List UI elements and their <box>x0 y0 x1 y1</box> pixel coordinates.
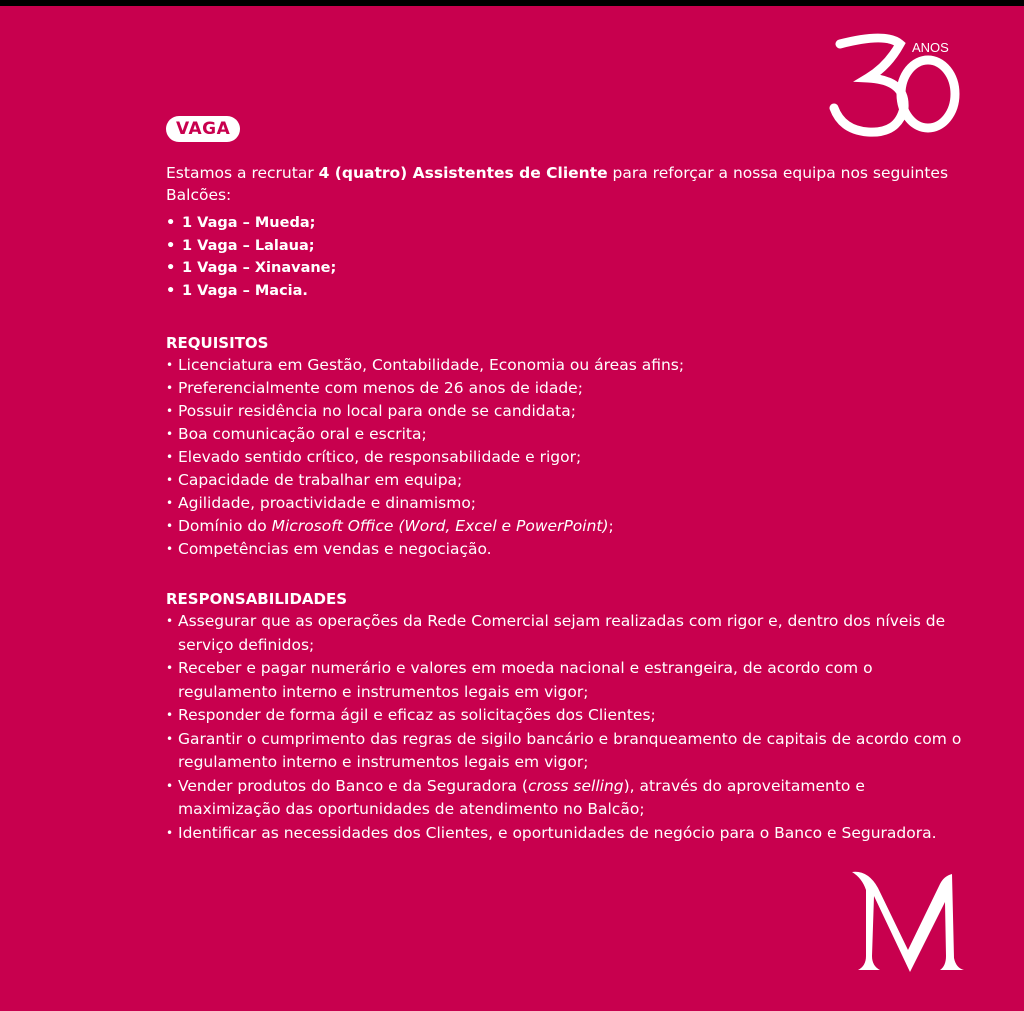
intro-text-bold: 4 (quatro) Assistentes de Cliente <box>318 164 608 182</box>
requisito-item: • Elevado sentido crítico, de responsabilidade e rigor; <box>166 446 966 469</box>
requisito-item: • Competências em vendas e negociação. <box>166 538 966 561</box>
requisito-item: • Agilidade, proactividade e dinamismo; <box>166 492 966 515</box>
requisitos-list <box>166 354 966 561</box>
job-posting <box>166 116 966 845</box>
responsabilidade-item: • Assegurar que as operações da Rede Comercial sejam realizadas com rigor e, dentro dos níveis de serviço definidos; <box>166 610 966 657</box>
responsabilidade-item: • Responder de forma ágil e eficaz as solicitações dos Clientes; <box>166 704 966 728</box>
office-italic: Microsoft Office (Word, Excel e PowerPoint) <box>271 517 609 535</box>
responsabilidade-item-cross-selling <box>166 775 966 822</box>
cross-italic: cross selling <box>527 776 624 795</box>
vagas-list <box>166 212 966 302</box>
top-bar <box>0 0 1024 6</box>
responsabilidade-item: • Identificar as necessidades dos Clientes, e oportunidades de negócio para o Banco e Seguradora. <box>166 822 966 846</box>
office-suffix: ; <box>608 517 614 535</box>
vaga-item: • 1 Vaga – Xinavane; <box>166 257 966 280</box>
requisito-item: • Preferencialmente com menos de 26 anos de idade; <box>166 377 966 400</box>
m-logo <box>848 866 968 976</box>
requisitos-title: REQUISITOS <box>166 334 269 352</box>
intro-text-after: para reforçar a nossa equipa nos seguintes Balcões: <box>166 164 949 204</box>
vaga-item: • 1 Vaga – Mueda; <box>166 212 966 235</box>
cross-suffix: ), através do aproveitamento e maximização das oportunidades de atendimento no Balcão; <box>178 776 865 818</box>
anos-label: ANOS <box>912 40 949 55</box>
vaga-badge: VAGA <box>166 116 240 142</box>
office-prefix: Domínio do <box>178 517 272 535</box>
requisito-item: • Possuir residência no local para onde se candidata; <box>166 400 966 423</box>
responsabilidade-item: • Receber e pagar numerário e valores em moeda nacional e estrangeira, de acordo com o regulamento interno e instrumentos legais em vigor; <box>166 657 966 704</box>
vaga-item: • 1 Vaga – Lalaua; <box>166 235 966 258</box>
requisito-item: • Boa comunicação oral e escrita; <box>166 423 966 446</box>
responsabilidade-item: • Garantir o cumprimento das regras de sigilo bancário e branqueamento de capitais de acordo com o regulamento interno e instrumentos legais em vigor; <box>166 728 966 775</box>
cross-prefix: Vender produtos do Banco e da Seguradora ( <box>178 776 528 795</box>
requisito-item: • Capacidade de trabalhar em equipa; <box>166 469 966 492</box>
responsabilidades-list <box>166 610 966 845</box>
vaga-item: • 1 Vaga – Macia. <box>166 280 966 303</box>
intro-text-before: Estamos a recrutar <box>166 164 319 182</box>
requisito-item: • Licenciatura em Gestão, Contabilidade, Economia ou áreas afins; <box>166 354 966 377</box>
responsabilidades-title: RESPONSABILIDADES <box>166 590 348 608</box>
intro-paragraph <box>166 162 966 206</box>
requisito-item-office <box>166 515 966 538</box>
